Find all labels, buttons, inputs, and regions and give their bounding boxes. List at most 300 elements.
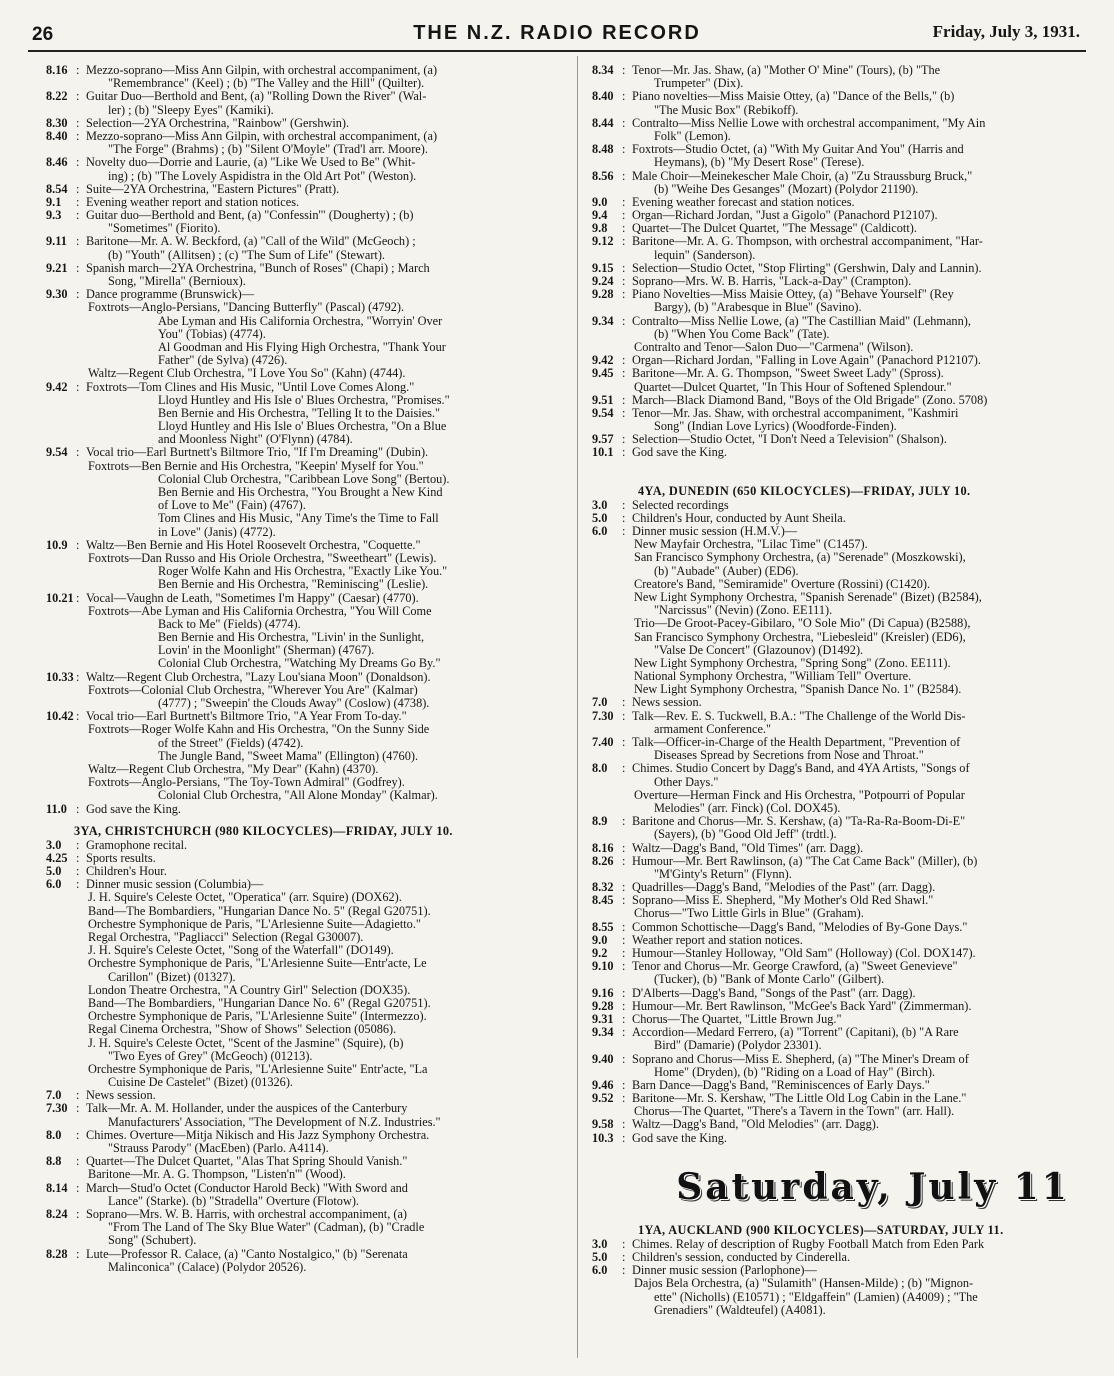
programme-continuation: "The Music Box" (Rebikoff). (654, 102, 799, 117)
programme-continuation: Colonial Club Orchestra, "Watching My Dreams Go By." (158, 656, 441, 671)
programme-continuation: Cuisine De Castelet" (Bizet) (01326). (108, 1075, 293, 1090)
programme-continuation: ette" (Nicholls) (E10571) ; "Eldgaffein" (Lamien) (A4009) ; "The (654, 1289, 978, 1304)
programme-continuation: Song" (Indian Love Lyrics) (Woodforde-Finden). (654, 419, 897, 434)
time-separator: : (622, 405, 626, 420)
time-separator: : (76, 1088, 80, 1103)
programme-continuation: "The Forge" (Brahms) ; (b) "Silent O'Moyle" (Trad'l arr. Moore). (108, 142, 428, 157)
entry-time: 7.0 (46, 1088, 62, 1103)
programme-entry (592, 117, 1084, 130)
time-separator: : (76, 379, 80, 394)
entry-text: Mezzo-soprano—Miss Ann Gilpin, with orchestral accompaniment, (a) (86, 63, 438, 77)
entry-time: 9.1 (46, 194, 62, 209)
programme-continuation: Foxtrots—Colonial Club Orchestra, "Wherever You Are" (Kalmar) (88, 682, 418, 697)
entry-time: 8.40 (592, 89, 614, 104)
time-separator: : (76, 850, 80, 865)
time-separator: : (76, 1127, 80, 1142)
time-separator: : (622, 1011, 626, 1026)
entry-text: Vocal trio—Earl Burtnett's Biltmore Trio, "A Year From To-day." (86, 709, 407, 724)
programme-continuation: "From The Land of The Sky Blue Water" (Cadman), (b) "Cradle (108, 1220, 425, 1235)
entry-time: 7.0 (592, 695, 608, 710)
entry-text: Humour—Stanley Holloway, "Old Sam" (Holloway) (Col. DOX147). (632, 946, 976, 960)
entry-time: 8.30 (46, 115, 68, 130)
station-heading: 4YA, DUNEDIN (650 KILOCYCLES)—FRIDAY, JULY 10. (638, 483, 971, 498)
entry-time: 9.57 (592, 432, 614, 447)
entry-text: God save the King. (632, 1130, 727, 1145)
programme-continuation: Other Days." (654, 774, 719, 789)
time-separator: : (622, 840, 626, 855)
entry-text: Tenor and Chorus—Mr. George Crawford, (a) "Sweet Genevieve" (632, 959, 958, 974)
programme-continuation: ler) ; (b) "Sleepy Eyes" (Kamiki). (108, 102, 274, 117)
entry-text: Waltz—Dagg's Band, "Old Melodies" (arr. Dagg). (632, 1117, 879, 1132)
entry-text: Humour—Mr. Bert Rawlinson, "McGee's Back Yard" (Zimmerman). (632, 998, 972, 1013)
entry-time: 9.40 (592, 1051, 614, 1066)
time-separator: : (76, 877, 80, 892)
time-separator: : (622, 274, 626, 288)
programme-entry (46, 1102, 564, 1115)
entry-time: 9.10 (592, 959, 614, 974)
left-column (46, 64, 564, 1274)
entry-time: 8.9 (592, 814, 608, 829)
time-separator: : (622, 89, 626, 104)
programme-continuation: ing) ; (b) "The Lovely Aspidistra in the Old Art Pot" (Weston). (108, 168, 417, 183)
entry-text: Selection—Studio Octet, "I Don't Need a Television" (Shalson). (632, 432, 947, 447)
time-separator: : (76, 63, 80, 77)
entry-text: Dinner music session (Columbia)— (86, 877, 264, 892)
time-separator: : (622, 234, 626, 249)
header-rule (28, 50, 1086, 52)
programme-continuation: (Tucker), (b) "Bank of Monte Carlo" (Gilbert). (654, 972, 885, 987)
programme-continuation: Waltz—Regent Club Orchestra, "My Dear" (Kahn) (4370). (88, 761, 379, 776)
time-separator: : (76, 115, 80, 130)
entry-text: Waltz—Dagg's Band, "Old Times" (arr. Dagg). (632, 840, 864, 855)
entry-time: 6.0 (592, 1263, 608, 1278)
programme-continuation: Home" (Dryden), (b) "Riding on a Load of Hay" (Birch). (654, 1064, 936, 1079)
section-gap (592, 476, 1084, 483)
programme-continuation: lequin" (Sanderson). (654, 247, 756, 262)
programme-continuation: Foxtrots—Dan Russo and His Oriole Orchestra, "Sweetheart" (Lewis). (88, 550, 437, 565)
programme-continuation: Chorus—"Two Little Girls in Blue" (Graham). (634, 906, 864, 921)
programme-continuation: Grenadiers" (Waldteufel) (A4081). (654, 1302, 826, 1317)
time-separator: : (622, 366, 626, 381)
entry-text: Foxtrots—Studio Octet, (a) "With My Guitar And You" (Harris and (632, 142, 964, 157)
programme-continuation: (b) "When You Come Back" (Tate). (654, 326, 830, 341)
time-separator: : (76, 537, 80, 552)
entry-text: Barn Dance—Dagg's Band, "Reminiscences of Early Days." (632, 1077, 930, 1092)
programme-continuation: Folk" (Lemon). (654, 128, 731, 143)
entry-time: 8.16 (46, 63, 68, 77)
programme-continuation: Bird" (Damarie) (Polydor 23301). (654, 1038, 822, 1053)
time-separator: : (76, 837, 80, 852)
time-separator: : (622, 392, 626, 407)
entry-time: 8.0 (592, 761, 608, 776)
time-separator: : (622, 115, 626, 130)
entry-text: Guitar duo—Berthold and Bent, (a) "Confessin'" (Dougherty) ; (b) (86, 208, 414, 223)
programme-entry (46, 381, 564, 394)
entry-text: News session. (632, 695, 702, 710)
time-separator: : (622, 260, 626, 275)
programme-continuation: Malinconica" (Calace) (Polydor 20526). (108, 1259, 307, 1274)
programme-continuation: New Mayfair Orchestra, "Lilac Time" (C1457). (634, 537, 868, 552)
entry-time: 7.40 (592, 735, 614, 749)
time-separator: : (76, 287, 80, 302)
entry-text: Humour—Mr. Bert Rawlinson, (a) "The Cat Came Back" (Miller), (b) (632, 853, 978, 868)
time-separator: : (622, 208, 626, 223)
entry-time: 10.33 (46, 669, 74, 684)
entry-time: 9.21 (46, 260, 68, 275)
entry-text: Evening weather forecast and station notices. (632, 194, 855, 209)
programme-continuation: Foxtrots—Anglo-Persians, "The Toy-Town Admiral" (Godfrey). (88, 775, 405, 790)
time-separator: : (76, 590, 80, 605)
day-banner: Saturday, July 11 (676, 1165, 1070, 1208)
entry-time: 3.0 (592, 497, 608, 512)
programme-continuation: San Francisco Symphony Orchestra, (a) "Serenade" (Moszkowski), (634, 550, 966, 565)
programme-continuation: and Moonless Night" (O'Flynn) (4784). (158, 432, 353, 447)
entry-time: 10.21 (46, 590, 74, 605)
entry-time: 5.0 (46, 864, 62, 879)
entry-text: Selection—Studio Octet, "Stop Flirting" (Gershwin, Daly and Lannin). (632, 260, 982, 275)
programme-continuation: J. H. Squire's Celeste Octet, "Song of the Waterfall" (DO149). (88, 943, 394, 958)
programme-continuation: Colonial Club Orchestra, "Caribbean Love Song" (Bertou). (158, 471, 450, 486)
time-separator: : (622, 497, 626, 512)
entry-time: 9.30 (46, 287, 68, 302)
entry-text: Suite—2YA Orchestrina, "Eastern Pictures" (Pratt). (86, 181, 340, 196)
entry-time: 9.51 (592, 392, 614, 407)
time-separator: : (76, 864, 80, 879)
time-separator: : (622, 932, 626, 947)
entry-text: Common Schottische—Dagg's Band, "Melodies of By-Gone Days." (632, 919, 968, 934)
time-separator: : (622, 893, 626, 908)
entry-time: 9.2 (592, 946, 608, 960)
entry-text: Soprano—Mrs. W. B. Harris, "Lack-a-Day" (Crampton). (632, 274, 912, 288)
section-spacer (592, 460, 1084, 476)
programme-continuation: Manufacturers' Association, "The Development of N.Z. Industries." (108, 1114, 441, 1129)
time-separator: : (622, 998, 626, 1013)
entry-time: 8.48 (592, 142, 614, 157)
entry-text: God save the King. (632, 445, 727, 460)
programme-continuation: The Jungle Band, "Sweet Mama" (Ellington) (4760). (158, 748, 419, 763)
programme-entry (592, 762, 1084, 775)
entry-text: Chimes. Relay of description of Rugby Football Match from Eden Park (632, 1236, 985, 1251)
entry-text: Quartet—The Dulcet Quartet, "The Message" (Caldicott). (632, 221, 917, 236)
entry-text: Selection—2YA Orchestrina, "Rainbow" (Gershwin). (86, 115, 350, 130)
entry-time: 8.28 (46, 1246, 68, 1261)
entry-text: Chorus—The Quartet, "Little Brown Jug." (632, 1011, 842, 1026)
entry-time: 11.0 (46, 801, 67, 816)
programme-continuation: Foxtrots—Roger Wolfe Kahn and His Orchestra, "On the Sunny Side (88, 722, 430, 737)
programme-continuation: Tom Clines and His Music, "Any Time's the Time to Fall (158, 511, 439, 526)
time-separator: : (622, 1250, 626, 1264)
entry-text: Mezzo-soprano—Miss Ann Gilpin, with orchestral accompaniment, (a) (86, 128, 438, 143)
entry-text: Foxtrots—Tom Clines and His Music, "Until Love Comes Along." (86, 379, 415, 394)
programme-continuation: San Francisco Symphony Orchestra, "Liebesleid" (Kreisler) (ED6), (634, 629, 966, 644)
entry-text: Piano novelties—Miss Maisie Ottey, (a) "Dance of the Bells," (b) (632, 89, 955, 104)
time-separator: : (622, 445, 626, 460)
entry-time: 8.55 (592, 919, 614, 934)
time-separator: : (76, 445, 80, 460)
time-separator: : (622, 168, 626, 183)
entry-time: 7.30 (592, 708, 614, 723)
entry-text: Dinner music session (Parlophone)— (632, 1263, 817, 1278)
programme-continuation: "Sometimes" (Fiorito). (108, 221, 221, 236)
time-separator: : (622, 985, 626, 1000)
time-separator: : (76, 1101, 80, 1116)
time-separator: : (76, 260, 80, 275)
entry-text: Vocal—Vaughn de Leath, "Sometimes I'm Happy" (Caesar) (4770). (86, 590, 419, 605)
programme-continuation: Baritone—Mr. A. G. Thompson, "Listen'n'" (Wood). (88, 1167, 346, 1182)
programme-continuation: Trio—De Groot-Pacey-Gibilaro, "O Sole Mio" (Di Capua) (B2588), (634, 616, 971, 631)
programme-continuation: Roger Wolfe Kahn and His Orchestra, "Exactly Like You." (158, 564, 448, 579)
entry-text: Spanish march—2YA Orchestrina, "Bunch of Roses" (Chapi) ; March (86, 260, 430, 275)
station-heading: 3YA, CHRISTCHURCH (980 KILOCYCLES)—FRIDAY, JULY 10. (74, 823, 453, 838)
entry-text: D'Alberts—Dagg's Band, "Songs of the Past" (arr. Dagg). (632, 985, 916, 1000)
entry-text: Weather report and station notices. (632, 932, 803, 947)
entry-time: 9.54 (46, 445, 68, 460)
programme-continuation: New Light Symphony Orchestra, "Spanish Serenade" (Bizet) (B2584), (634, 589, 982, 604)
time-separator: : (76, 234, 80, 249)
entry-time: 9.52 (592, 1091, 614, 1106)
time-separator: : (622, 1130, 626, 1145)
programme-continuation: New Light Symphony Orchestra, "Spanish Dance No. 1" (B2584). (634, 682, 962, 697)
entry-text: Piano Novelties—Miss Maisie Ottey, (a) "Behave Yourself" (Rey (632, 287, 954, 302)
programme-entry (592, 367, 1084, 380)
entry-time: 7.30 (46, 1101, 68, 1116)
time-separator: : (622, 510, 626, 525)
entry-text: Soprano—Miss E. Shepherd, "My Mother's Old Red Shawl." (632, 893, 934, 908)
entry-text: Novelty duo—Dorrie and Laurie, (a) "Like We Used to Be" (Whit- (86, 155, 416, 170)
programme-continuation: Ben Bernie and His Orchestra, "Reminiscing" (Leslie). (158, 577, 429, 592)
entry-time: 8.24 (46, 1206, 68, 1221)
time-separator: : (76, 181, 80, 196)
entry-text: Tenor—Mr. Jas. Shaw, with orchestral accompaniment, "Kashmiri (632, 405, 959, 420)
entry-text: God save the King. (86, 801, 181, 816)
entry-time: 8.34 (592, 63, 614, 77)
entry-time: 8.45 (592, 893, 614, 908)
entry-time: 9.12 (592, 234, 614, 249)
programme-continuation: of the Street" (Fields) (4742). (158, 735, 304, 750)
entry-text: Children's Hour. (86, 864, 167, 879)
time-separator: : (622, 880, 626, 895)
entry-time: 9.0 (592, 194, 608, 209)
time-separator: : (622, 761, 626, 776)
programme-entry (592, 170, 1084, 183)
programme-continuation: Back to Me" (Fields) (4774). (158, 616, 301, 631)
entry-text: Talk—Rev. E. S. Tuckwell, B.A.: "The Challenge of the World Dis- (632, 708, 966, 723)
programme-entry (592, 1053, 1084, 1066)
station-heading: 1YA, AUCKLAND (900 KILOCYCLES)—SATURDAY, JULY 11. (638, 1222, 1004, 1237)
programme-continuation: Heymans), (b) "My Desert Rose" (Terese). (654, 155, 865, 170)
programme-continuation: Trumpeter" (Dix). (654, 76, 744, 91)
time-separator: : (622, 432, 626, 447)
programme-continuation: Ben Bernie and His Orchestra, "Livin' in the Sunlight, (158, 630, 425, 645)
entry-text: Guitar Duo—Berthold and Bent, (a) "Rolling Down the River" (Wal- (86, 89, 427, 104)
time-separator: : (622, 194, 626, 209)
programme-continuation: Foxtrots—Ben Bernie and His Orchestra, "Keepin' Myself for You." (88, 458, 424, 473)
publication-title: THE N.Z. RADIO RECORD (413, 22, 701, 44)
programme-continuation: Carillon" (Bizet) (01327). (108, 969, 236, 984)
programme-entry (46, 446, 564, 459)
entry-time: 10.9 (46, 537, 68, 552)
programme-continuation: Lovin' in the Moonlight" (Sherman) (4767). (158, 643, 375, 658)
entry-text: Soprano—Mrs. W. B. Harris, with orchestral accompaniment, (a) (86, 1206, 408, 1221)
entry-text: Talk—Mr. A. M. Hollander, under the auspices of the Canterbury (86, 1101, 408, 1116)
section-spacer (592, 1145, 1084, 1161)
entry-text: Waltz—Regent Club Orchestra, "Lazy Lou'siana Moon" (Donaldson). (86, 669, 431, 684)
programme-continuation: Song" (Schubert). (108, 1233, 197, 1248)
programme-continuation: Ben Bernie and His Orchestra, "You Brought a New Kind (158, 485, 443, 499)
entry-text: Quartet—The Dulcet Quartet, "Alas That Spring Should Vanish." (86, 1154, 408, 1169)
programme-continuation: "M'Ginty's Return" (Flynn). (654, 866, 792, 881)
time-separator: : (622, 353, 626, 368)
entry-text: Children's session, conducted by Cinderella. (632, 1250, 851, 1264)
time-separator: : (76, 801, 80, 816)
time-separator: : (76, 128, 80, 143)
time-separator: : (622, 142, 626, 157)
programme-continuation: "Remembrance" (Keel) ; (b) "The Valley and the Hill" (Quilter). (108, 76, 425, 91)
entry-text: Gramophone recital. (86, 837, 188, 852)
programme-continuation: (Sayers), (b) "Good Old Jeff" (trdtl.). (654, 827, 837, 842)
programme-continuation: Creatore's Band, "Semiramide" Overture (Rossini) (C1420). (634, 576, 931, 591)
entry-time: 10.1 (592, 445, 614, 460)
entry-text: Lute—Professor R. Calace, (a) "Canto Nostalgico," (b) "Serenata (86, 1246, 408, 1261)
entry-text: Chimes. Overture—Mitja Nikisch and His Jazz Symphony Orchestra. (86, 1127, 430, 1142)
programme-continuation: "Valse De Concert" (Glazounov) (D1492). (654, 642, 864, 657)
time-separator: : (76, 1180, 80, 1195)
entry-text: Dance programme (Brunswick)— (86, 287, 255, 302)
entry-text: Organ—Richard Jordan, "Falling in Love Again" (Panachord P12107). (632, 353, 981, 368)
time-separator: : (622, 853, 626, 868)
programme-entry (592, 235, 1084, 248)
entry-text: Dinner music session (H.M.V.)— (632, 524, 798, 538)
entry-time: 8.40 (46, 128, 68, 143)
time-separator: : (622, 1025, 626, 1040)
programme-entry (592, 315, 1084, 328)
entry-time: 5.0 (592, 510, 608, 525)
entry-time: 8.22 (46, 89, 68, 104)
entry-text: Organ—Richard Jordan, "Just a Gigolo" (Panachord P12107). (632, 208, 938, 223)
time-separator: : (76, 194, 80, 209)
programme-continuation: Father" (de Sylva) (4726). (158, 353, 288, 368)
programme-entry (46, 156, 564, 169)
entry-time: 9.24 (592, 274, 614, 288)
time-separator: : (622, 959, 626, 974)
programme-continuation: National Symphony Orchestra, "William Tell" Overture. (634, 669, 912, 684)
entry-text: Male Choir—Meinekescher Male Choir, (a) "Zu Straussburg Bruck," (632, 168, 973, 183)
entry-text: Baritone and Chorus—Mr. S. Kershaw, (a) "Ta-Ra-Ra-Boom-Di-E" (632, 814, 966, 829)
column-divider (577, 56, 578, 1358)
time-separator: : (76, 89, 80, 104)
entry-time: 5.0 (592, 1250, 608, 1264)
entry-time: 8.56 (592, 168, 614, 183)
time-separator: : (76, 208, 80, 223)
entry-time: 8.26 (592, 853, 614, 868)
entry-text: Soprano and Chorus—Miss E. Shepherd, (a) "The Miner's Dream of (632, 1051, 969, 1066)
time-separator: : (622, 63, 626, 77)
entry-time: 6.0 (592, 524, 608, 538)
entry-time: 9.31 (592, 1011, 614, 1026)
programme-continuation: in Love" (Janis) (4772). (158, 524, 276, 539)
programme-entry (46, 539, 564, 552)
entry-time: 9.16 (592, 985, 614, 1000)
entry-time: 10.3 (592, 1130, 614, 1145)
entry-time: 9.15 (592, 260, 614, 275)
entry-time: 8.8 (46, 1154, 62, 1169)
programme-continuation: Contralto and Tenor—Salon Duo—"Carmena" (Wilson). (634, 339, 914, 354)
time-separator: : (622, 919, 626, 934)
programme-continuation: You" (Tobias) (4774). (158, 326, 266, 341)
programme-continuation: J. H. Squire's Celeste Octet, "Scent of the Jasmine" (Squire), (b) (88, 1035, 404, 1050)
entry-text: Tenor—Mr. Jas. Shaw, (a) "Mother O' Mine" (Tours), (b) "The (632, 63, 941, 77)
entry-time: 9.45 (592, 366, 614, 381)
programme-continuation: Song, "Mirella" (Bernioux). (108, 274, 246, 288)
time-separator: : (622, 708, 626, 723)
programme-continuation: Foxtrots—Anglo-Persians, "Dancing Butterfly" (Pascal) (4792). (88, 300, 405, 315)
programme-continuation: J. H. Squire's Celeste Octet, "Operatica" (arr. Squire) (DOX62). (88, 890, 402, 905)
programme-continuation: "Narcissus" (Nevin) (Zono. EE111). (654, 603, 833, 618)
entry-time: 9.46 (592, 1077, 614, 1092)
programme-continuation: Dajos Bela Orchestra, (a) "Sulamith" (Hansen-Milde) ; (b) "Mignon- (634, 1276, 974, 1291)
entry-time: 3.0 (46, 837, 62, 852)
time-separator: : (622, 946, 626, 960)
entry-time: 4.25 (46, 850, 68, 865)
time-separator: : (76, 1154, 80, 1169)
programme-continuation: Lloyd Huntley and His Isle o' Blues Orchestra, "Promises." (158, 392, 450, 407)
time-separator: : (622, 1077, 626, 1092)
entry-time: 9.4 (592, 208, 608, 223)
entry-text: March—Black Diamond Band, "Boys of the Old Brigade" (Zono. 5708) (632, 392, 988, 407)
programme-continuation: Band—The Bombardiers, "Hungarian Dance No. 5" (Regal G20751). (88, 903, 431, 918)
entry-text: News session. (86, 1088, 156, 1103)
entry-time: 8.14 (46, 1180, 68, 1195)
entry-time: 9.58 (592, 1117, 614, 1132)
programme-continuation: "Two Eyes of Grey" (McGeoch) (01213). (108, 1048, 313, 1063)
programme-continuation: Orchestre Symphonique de Paris, "L'Arlesienne Suite" (Intermezzo). (88, 1009, 427, 1024)
programme-entry (46, 592, 564, 605)
programme-continuation: (4777) ; "Sweepin' the Clouds Away" (Coslow) (4738). (158, 696, 430, 710)
programme-continuation: London Theatre Orchestra, "A Country Girl" Selection (DOX35). (88, 982, 411, 997)
programme-entry (46, 803, 564, 816)
programme-continuation: Lance" (Starke). (b) "Stradella" Overture (Flotow). (108, 1193, 359, 1208)
programme-continuation: of Love to Me" (Fain) (4767). (158, 498, 306, 513)
page-header (28, 20, 1086, 50)
time-separator: : (622, 814, 626, 829)
time-separator: : (622, 313, 626, 328)
programme-continuation: (b) "Youth" (Allitsen) ; (c) "The Sum of Life" (Stewart). (108, 247, 386, 262)
programme-continuation: Overture—Herman Finck and His Orchestra, "Potpourri of Popular (634, 787, 965, 802)
programme-continuation: Chorus—The Quartet, "There's a Tavern in the Town" (arr. Hall). (634, 1104, 955, 1119)
entry-text: Baritone—Mr. S. Kershaw, "The Little Old Log Cabin in the Lane." (632, 1091, 967, 1106)
programme-continuation: New Light Symphony Orchestra, "Spring Song" (Zono. EE111). (634, 655, 951, 670)
programme-continuation: Diseases Spread by Secretions from Nose and Throat." (654, 748, 924, 763)
entry-time: 9.0 (592, 932, 608, 947)
entry-time: 10.42 (46, 709, 74, 724)
programme-entry (46, 1182, 564, 1195)
time-separator: : (622, 1263, 626, 1278)
entry-text: Baritone—Mr. A. G. Thompson, with orchestral accompaniment, "Har- (632, 234, 983, 249)
programme-continuation: Orchestre Symphonique de Paris, "L'Arlesienne Suite" Entr'acte, "La (88, 1061, 428, 1076)
entry-time: 9.42 (592, 353, 614, 368)
entry-text: Quadrilles—Dagg's Band, "Melodies of the Past" (arr. Dagg). (632, 880, 936, 895)
entry-text: Baritone—Mr. A. G. Thompson, "Sweet Sweet Lady" (Spross). (632, 366, 944, 381)
programme-entry (46, 1248, 564, 1261)
programme-continuation: (b) "Weihe Des Gesanges" (Mozart) (Polydor 21190). (654, 181, 919, 196)
time-separator: : (622, 1051, 626, 1066)
entry-time: 9.3 (46, 208, 62, 223)
entry-time: 9.28 (592, 998, 614, 1013)
entry-text: Chimes. Studio Concert by Dagg's Band, and 4YA Artists, "Songs of (632, 761, 970, 776)
entry-text: Evening weather report and station notices. (86, 194, 300, 209)
entry-time: 9.8 (592, 221, 608, 236)
programme-continuation: Orchestre Symphonique de Paris, "L'Arlesienne Suite—Entr'acte, Le (88, 956, 427, 971)
